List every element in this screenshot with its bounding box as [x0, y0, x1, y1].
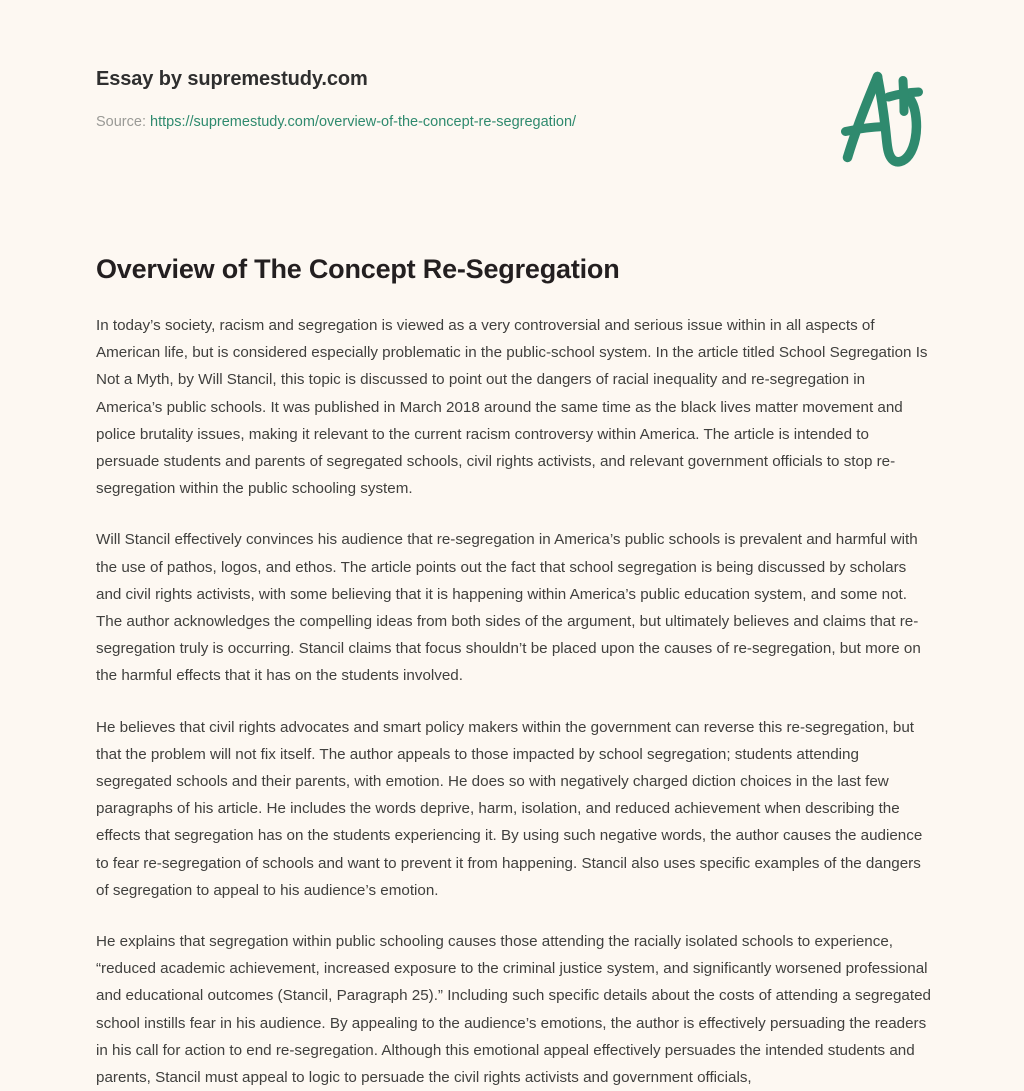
a-plus-logo: [818, 56, 942, 180]
essay-content: [96, 252, 932, 1091]
source-label: Source:: [96, 114, 146, 130]
essay-paragraph: In today’s society, racism and segregation is viewed as a very controversial and serious issue within in all aspects of American life, but is considered especially problematic in the public-school system. In the article titled School Segregation Is Not a Myth, by Will Stancil, this topic is discussed to point out the dangers of racial inequality and re-segregation in America’s public schools. It was published in March 2018 around the same time as the black lives matter movement and police brutality issues, making it relevant to the current racism controversy within America. The article is intended to persuade students and parents of segregated schools, civil rights activists, and relevant government officials to stop re-segregation within the public schooling system.: [96, 317, 928, 498]
source-line: [96, 112, 932, 132]
essay-paragraph: He believes that civil rights advocates and smart policy makers within the government can reverse this re-segregation, but that the problem will not fix itself. The author appeals to those impacted by school segregation; students attending segregated schools and their parents, with emotion. He does so with negatively charged diction choices in the last few paragraphs of his article. He includes the words deprive, harm, isolation, and reduced achievement when describing the effects that segregation has on the students experiencing it. By using such negative words, the author causes the audience to fear re-segregation of schools and want to prevent it from happening. Stancil also uses specific examples of the dangers of segregation to appeal to his audience’s emotion.: [96, 718, 923, 899]
byline: Essay by supremestudy.com: [96, 68, 368, 90]
page-title: Overview of The Concept Re-Segregation: [96, 254, 620, 284]
source-url-link[interactable]: https://supremestudy.com/overview-of-the-concept-re-segregation/: [150, 114, 577, 130]
page-header: [96, 66, 932, 132]
essay-paragraph: Will Stancil effectively convinces his audience that re-segregation in America’s public schools is prevalent and harmful with the use of pathos, logos, and ethos. The article points out the fact that school segregation is being discussed by scholars and civil rights activists, with some believing that it is happening within America’s public education system, and some not. The author acknowledges the compelling ideas from both sides of the argument, but ultimately believes and claims that re-segregation truly is occurring. Stancil claims that focus shouldn’t be placed upon the causes of re-segregation, but more on the harmful effects that it has on the students involved.: [96, 531, 921, 685]
essay-paragraph: He explains that segregation within public schooling causes those attending the racially isolated schools to experience, “reduced academic achievement, increased exposure to the criminal justice system, and significantly worsened professional and educational outcomes (Stancil, Paragraph 25).” Including such specific details about the costs of attending a segregated school instills fear in his audience. By appealing to the audience’s emotions, the author is effectively persuading the readers in his call for action to end re-segregation. Although this emotional appeal effectively persuades the intended students and parents, Stancil must appeal to logic to persuade the civil rights activists and government officials,: [96, 933, 931, 1087]
